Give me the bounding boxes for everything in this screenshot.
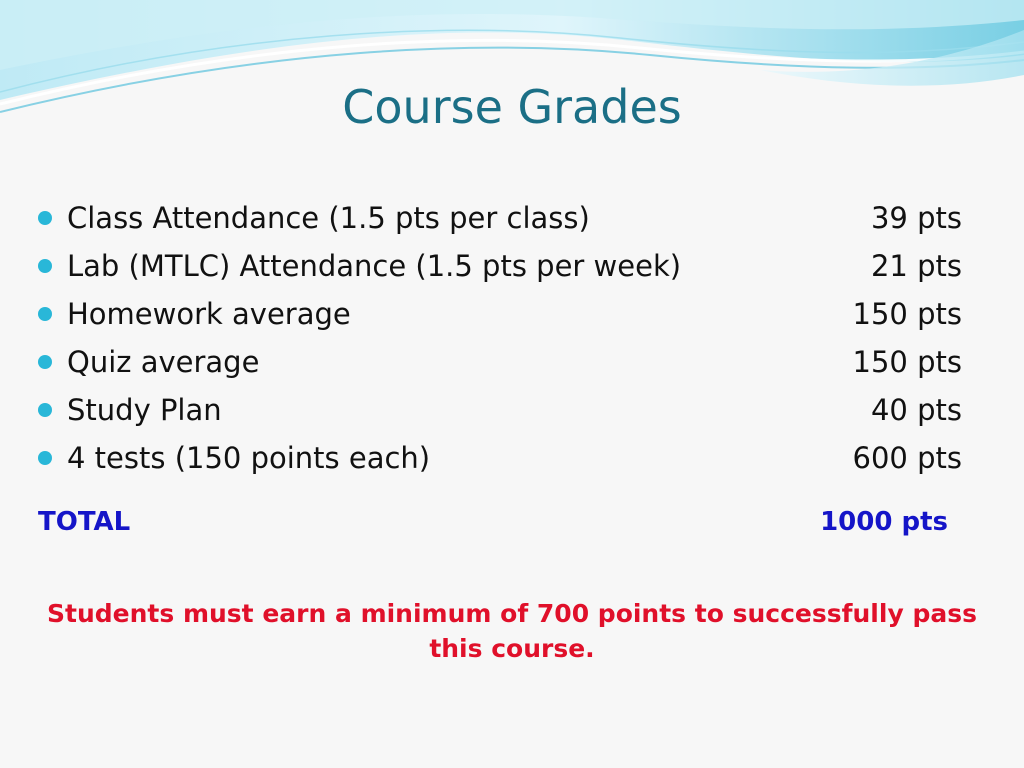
item-points: 150 pts (852, 345, 962, 379)
bullet-icon (38, 307, 52, 321)
total-label: TOTAL (38, 507, 131, 537)
item-points: 150 pts (852, 297, 962, 331)
list-item (38, 342, 978, 390)
item-label: Class Attendance (1.5 pts per class) (67, 201, 590, 235)
bullet-icon (38, 259, 52, 273)
item-label: Lab (MTLC) Attendance (1.5 pts per week) (67, 249, 682, 283)
list-item (38, 390, 978, 438)
item-points: 600 pts (852, 441, 962, 475)
list-item (38, 294, 978, 342)
item-points: 21 pts (870, 249, 962, 283)
total-row (38, 507, 948, 543)
item-label: Study Plan (67, 393, 222, 427)
item-label: 4 tests (150 points each) (67, 441, 431, 475)
item-points: 40 pts (870, 393, 962, 427)
item-label: Quiz average (67, 345, 260, 379)
bullet-icon (38, 211, 52, 225)
list-item (38, 246, 978, 294)
list-item (38, 198, 978, 246)
total-points: 1000 pts (820, 507, 948, 537)
item-label: Homework average (67, 297, 351, 331)
passing-requirement-note: Students must earn a minimum of 700 points to successfully pass this course. (47, 599, 977, 663)
grade-items-list (38, 198, 978, 486)
list-item (38, 438, 978, 486)
item-points: 39 pts (870, 201, 962, 235)
slide-title: Course Grades (342, 80, 682, 134)
bullet-icon (38, 355, 52, 369)
bullet-icon (38, 451, 52, 465)
bullet-icon (38, 403, 52, 417)
